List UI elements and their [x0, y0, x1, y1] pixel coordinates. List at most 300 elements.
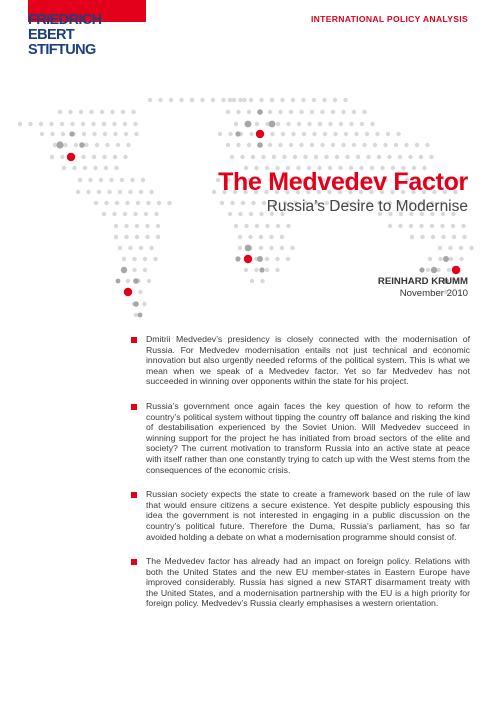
map-dot: [299, 143, 303, 147]
map-dot: [94, 201, 98, 205]
map-dot: [211, 98, 215, 102]
map-dot: [289, 143, 293, 147]
map-dot: [123, 122, 127, 126]
map-dot: [429, 155, 433, 159]
map-dot: [39, 122, 43, 126]
map-dot: [259, 235, 263, 239]
map-dot: [451, 224, 455, 228]
map-dot: [383, 143, 387, 147]
map-dot: [307, 122, 311, 126]
map-dot: [420, 235, 424, 239]
map-dot: [259, 267, 264, 272]
map-dot: [190, 98, 194, 102]
map-dot: [28, 122, 32, 126]
map-dot: [122, 257, 126, 261]
map-dot: [244, 268, 248, 272]
map-dot: [116, 279, 121, 284]
map-dot: [115, 201, 119, 205]
map-dot: [40, 132, 44, 136]
map-dot: [261, 155, 265, 159]
map-dot: [58, 110, 62, 114]
series-label: INTERNATIONAL POLICY ANALYSIS: [310, 14, 468, 24]
map-dot: [244, 255, 252, 263]
map-dot: [299, 110, 303, 114]
map-dot: [280, 235, 284, 239]
map-dot: [297, 122, 301, 126]
map-dot: [60, 155, 64, 159]
map-dot: [49, 122, 53, 126]
map-dot: [232, 98, 236, 102]
page-subtitle: Russia’s Desire to Modernise: [266, 198, 468, 215]
map-dot: [345, 155, 349, 159]
map-dot: [398, 224, 402, 228]
map-dot: [84, 143, 88, 147]
map-dot: [67, 153, 75, 161]
map-dot: [228, 212, 232, 216]
map-dot: [268, 143, 272, 147]
map-dot: [268, 110, 272, 114]
map-dot: [126, 279, 130, 283]
map-dot: [349, 122, 353, 126]
map-dot: [121, 267, 127, 273]
map-dot: [139, 190, 143, 194]
map-dot: [259, 212, 263, 216]
map-dot: [102, 212, 106, 216]
map-dot: [236, 110, 240, 114]
map-dot: [443, 256, 449, 262]
map-dot: [286, 257, 290, 261]
map-dot: [228, 98, 232, 102]
map-dot: [387, 155, 391, 159]
map-dot: [103, 132, 107, 136]
map-dot: [302, 132, 306, 136]
map-dot: [220, 201, 224, 205]
map-dot: [324, 155, 328, 159]
map-dot: [230, 155, 234, 159]
map-dot: [143, 268, 147, 272]
map-dot: [410, 235, 414, 239]
map-dot: [320, 143, 324, 147]
map-dot: [260, 279, 264, 283]
map-dot: [257, 256, 263, 262]
summary-list: [130, 334, 470, 623]
map-dot: [341, 143, 345, 147]
summary-text: Dmitrii Medvedev’s presidency is closely connected with the modernisation of Russia. For Medvedev modernisation entails not just technical and economic innovation but also urgently needed reforms of the political system. This is what we mean when we speak of a Medvedev factor. Yet so far Medvedev has not succeeded in winning over opponents within the state for his project.: [146, 334, 470, 387]
map-dot: [247, 143, 251, 147]
map-dot: [235, 256, 240, 261]
map-dot: [360, 122, 364, 126]
map-dot: [362, 110, 366, 114]
map-dot: [123, 212, 127, 216]
map-dot: [447, 268, 451, 272]
map-dot: [128, 190, 132, 194]
map-dot: [269, 121, 276, 128]
map-dot: [133, 278, 139, 284]
map-dot: [286, 224, 290, 228]
map-dot: [280, 246, 284, 250]
map-dot: [293, 155, 297, 159]
map-dot: [440, 224, 444, 228]
map-dot: [136, 201, 140, 205]
map-dot: [238, 235, 242, 239]
map-dot: [131, 110, 135, 114]
map-dot: [251, 155, 255, 159]
publication-date: November 2010: [399, 288, 468, 299]
map-dot: [431, 267, 437, 273]
map-dot: [124, 288, 132, 296]
map-dot: [149, 190, 153, 194]
map-dot: [339, 122, 343, 126]
map-dot: [250, 279, 254, 283]
map-dot: [459, 257, 463, 261]
map-dot: [153, 257, 157, 261]
map-dot: [112, 212, 116, 216]
map-dot: [269, 246, 273, 250]
map-dot: [72, 166, 76, 170]
map-dot: [179, 98, 183, 102]
map-dot: [167, 201, 171, 205]
map-dot: [78, 178, 82, 182]
map-dot: [459, 246, 463, 250]
map-dot: [86, 190, 90, 194]
map-dot: [124, 132, 128, 136]
map-dot: [125, 201, 129, 205]
map-dot: [145, 224, 149, 228]
map-dot: [145, 235, 149, 239]
map-dot: [461, 224, 465, 228]
map-dot: [278, 143, 282, 147]
map-dot: [280, 98, 284, 102]
map-dot: [69, 131, 74, 136]
map-dot: [276, 224, 280, 228]
map-dot: [425, 143, 429, 147]
map-dot: [138, 313, 143, 318]
map-dot: [76, 190, 80, 194]
map-dot: [61, 132, 65, 136]
map-dot: [373, 143, 377, 147]
map-dot: [241, 201, 245, 205]
map-dot: [240, 155, 244, 159]
map-dot: [93, 166, 97, 170]
map-dot: [335, 155, 339, 159]
map-dot: [134, 132, 138, 136]
map-dot: [409, 224, 413, 228]
map-dot: [419, 224, 423, 228]
map-dot: [244, 224, 248, 228]
map-dot: [133, 122, 137, 126]
map-dot: [116, 143, 120, 147]
map-dot: [63, 143, 67, 147]
map-dot: [247, 110, 251, 114]
map-dot: [352, 143, 356, 147]
map-dot: [375, 132, 379, 136]
map-dot: [394, 143, 398, 147]
map-dot: [301, 98, 305, 102]
map-dot: [121, 110, 125, 114]
map-dot: [278, 110, 282, 114]
map-dot: [133, 212, 137, 216]
map-dot: [354, 132, 358, 136]
map-dot: [135, 224, 139, 228]
map-dot: [270, 98, 274, 102]
map-dot: [245, 245, 252, 252]
map-dot: [132, 257, 136, 261]
map-dot: [62, 166, 66, 170]
map-dot: [148, 98, 152, 102]
map-dot: [251, 201, 255, 205]
map-dot: [113, 155, 117, 159]
map-dot: [221, 98, 225, 102]
map-dot: [236, 143, 240, 147]
map-dot: [320, 110, 324, 114]
map-dot: [146, 201, 150, 205]
map-dot: [469, 246, 473, 250]
map-dot: [134, 313, 138, 317]
map-dot: [133, 301, 139, 307]
map-dot: [79, 142, 85, 148]
map-dot: [104, 201, 108, 205]
map-dot: [365, 132, 369, 136]
map-dot: [398, 155, 402, 159]
summary-item: [130, 489, 470, 542]
map-dot: [430, 224, 434, 228]
map-dot: [92, 132, 96, 136]
map-dot: [362, 143, 366, 147]
map-dot: [114, 166, 118, 170]
map-dot: [352, 110, 356, 114]
map-dot: [396, 132, 400, 136]
map-dot: [228, 132, 232, 136]
map-dot: [68, 110, 72, 114]
map-dot: [18, 122, 22, 126]
map-dot: [312, 132, 316, 136]
summary-item: [130, 556, 470, 609]
map-dot: [110, 110, 114, 114]
map-dot: [235, 131, 240, 136]
map-dot: [226, 143, 230, 147]
map-dot: [333, 132, 337, 136]
map-dot: [112, 122, 116, 126]
map-dot: [70, 122, 74, 126]
map-dot: [212, 190, 216, 194]
map-dot: [123, 155, 127, 159]
map-dot: [265, 268, 269, 272]
map-dot: [114, 224, 118, 228]
map-dot: [265, 257, 269, 261]
map-dot: [88, 178, 92, 182]
bullet-square-icon: [131, 559, 137, 565]
map-dot: [102, 155, 106, 159]
map-dot: [249, 98, 253, 102]
map-dot: [157, 201, 161, 205]
map-dot: [259, 98, 263, 102]
map-dot: [114, 235, 118, 239]
map-dot: [449, 257, 453, 261]
map-dot: [318, 122, 322, 126]
map-dot: [257, 109, 263, 115]
map-dot: [128, 246, 132, 250]
map-dot: [138, 290, 142, 294]
map-dot: [126, 143, 130, 147]
map-dot: [462, 235, 466, 239]
map-dot: [245, 121, 252, 128]
map-dot: [419, 267, 424, 272]
map-dot: [323, 132, 327, 136]
map-dot: [100, 110, 104, 114]
summary-text: The Medvedev factor has already had an impact on foreign policy. Relations with both the United States and the new EU member-states in Eastern Europe have improved considerably. Russia has signed a new START disarmament treaty with the United States, and a modernisation partnership with the EU is a high priority for foreign policy. Medvedev’s Russia clearly emphasises a western orientation.: [146, 556, 470, 609]
map-dot: [81, 155, 85, 159]
map-dot: [291, 98, 295, 102]
map-dot: [312, 98, 316, 102]
map-dot: [135, 235, 139, 239]
map-dot: [95, 143, 99, 147]
map-dot: [404, 143, 408, 147]
map-dot: [226, 110, 230, 114]
map-dot: [109, 178, 113, 182]
map-dot: [104, 166, 108, 170]
map-dot: [81, 122, 85, 126]
map-dot: [74, 143, 78, 147]
map-dot: [238, 212, 242, 216]
map-dot: [262, 201, 266, 205]
map-dot: [415, 143, 419, 147]
map-dot: [118, 190, 122, 194]
map-dot: [343, 98, 347, 102]
map-dot: [132, 268, 136, 272]
map-dot: [149, 246, 153, 250]
logo-line-3: STIFTUNG: [28, 42, 96, 58]
logo-line-1: FRIEDRICH: [28, 12, 102, 28]
summary-item: [130, 334, 470, 387]
map-dot: [438, 257, 442, 261]
page-title: The Medvedev Factor: [218, 168, 468, 196]
map-dot: [270, 132, 274, 136]
map-dot: [377, 155, 381, 159]
map-dot: [452, 266, 460, 274]
map-dot: [366, 155, 370, 159]
bullet-square-icon: [131, 492, 137, 498]
map-dot: [452, 235, 456, 239]
map-dot: [290, 246, 294, 250]
map-dot: [83, 166, 87, 170]
map-dot: [448, 246, 452, 250]
map-dot: [147, 279, 151, 283]
map-dot: [259, 246, 263, 250]
map-dot: [254, 268, 258, 272]
map-dot: [89, 110, 93, 114]
map-dot: [141, 178, 145, 182]
map-dot: [269, 235, 273, 239]
map-dot: [275, 257, 279, 261]
summary-text: Russia’s government once again faces the key question of how to reform the country’s political system without tipping the country off balance and risking the kind of destabilisation experienced by the Soviet Union. Will Medvedev succeed in winning support for the project he has initiated from broad sectors of the elite and society? The current motivation to transform Russia into an active state at peace with itself rather than one constantly trying to catch up with the West stems from the consequences of the economic crisis.: [146, 400, 470, 475]
map-dot: [60, 122, 64, 126]
summary-text: Russian society expects the state to create a framework based on the rule of law that would ensure citizens a secure existence. Yet despite publicly espousing this idea the government is not interested in engaging in a public discussion on the country’s political future. Therefore the Duma, Russia’s parliament, has so far avoided holding a debate on what a modernisation programme should consist of.: [146, 489, 470, 542]
map-dot: [281, 132, 285, 136]
bullet-square-icon: [131, 337, 137, 343]
map-dot: [255, 224, 259, 228]
map-dot: [92, 155, 96, 159]
map-dot: [200, 98, 204, 102]
map-dot: [158, 98, 162, 102]
map-dot: [386, 132, 390, 136]
map-dot: [248, 235, 252, 239]
map-dot: [388, 224, 392, 228]
map-dot: [276, 122, 280, 126]
map-dot: [144, 212, 148, 216]
map-dot: [438, 246, 442, 250]
map-dot: [120, 178, 124, 182]
map-dot: [91, 122, 95, 126]
map-dot: [428, 257, 432, 261]
map-dot: [408, 155, 412, 159]
map-dot: [124, 224, 128, 228]
map-dot: [431, 235, 435, 239]
map-dot: [441, 235, 445, 239]
map-dot: [113, 132, 117, 136]
map-dot: [107, 190, 111, 194]
map-dot: [99, 178, 103, 182]
map-dot: [419, 155, 423, 159]
map-dot: [238, 98, 242, 102]
bullet-square-icon: [131, 404, 137, 410]
map-dot: [286, 122, 290, 126]
map-dot: [314, 155, 318, 159]
map-dot: [143, 257, 147, 261]
map-dot: [218, 132, 222, 136]
map-dot: [79, 110, 83, 114]
map-dot: [102, 122, 106, 126]
map-dot: [169, 98, 173, 102]
map-dot: [142, 302, 146, 306]
map-dot: [303, 155, 307, 159]
map-dot: [124, 235, 128, 239]
map-dot: [331, 110, 335, 114]
map-dot: [156, 224, 160, 228]
map-dot: [97, 190, 101, 194]
map-dot: [272, 155, 276, 159]
map-dot: [331, 143, 335, 147]
map-dot: [282, 155, 286, 159]
map-dot: [255, 122, 259, 126]
map-dot: [289, 110, 293, 114]
map-dot: [56, 141, 63, 148]
map-dot: [234, 122, 238, 126]
map-dot: [310, 143, 314, 147]
map-dot: [242, 98, 246, 102]
map-dot: [256, 130, 264, 138]
map-dot: [310, 110, 314, 114]
map-dot: [328, 122, 332, 126]
map-dot: [118, 246, 122, 250]
map-dot: [322, 98, 326, 102]
author-name: REINHARD KRUMM: [377, 276, 468, 287]
map-dot: [333, 98, 337, 102]
map-dot: [249, 132, 253, 136]
map-dot: [154, 212, 158, 216]
map-dot: [265, 224, 269, 228]
map-dot: [344, 132, 348, 136]
map-dot: [230, 201, 234, 205]
map-dot: [130, 178, 134, 182]
map-dot: [257, 142, 263, 148]
map-dot: [50, 155, 54, 159]
map-dot: [234, 224, 238, 228]
summary-item: [130, 401, 470, 475]
map-dot: [356, 155, 360, 159]
map-dot: [249, 212, 253, 216]
map-dot: [275, 268, 279, 272]
map-dot: [341, 110, 345, 114]
